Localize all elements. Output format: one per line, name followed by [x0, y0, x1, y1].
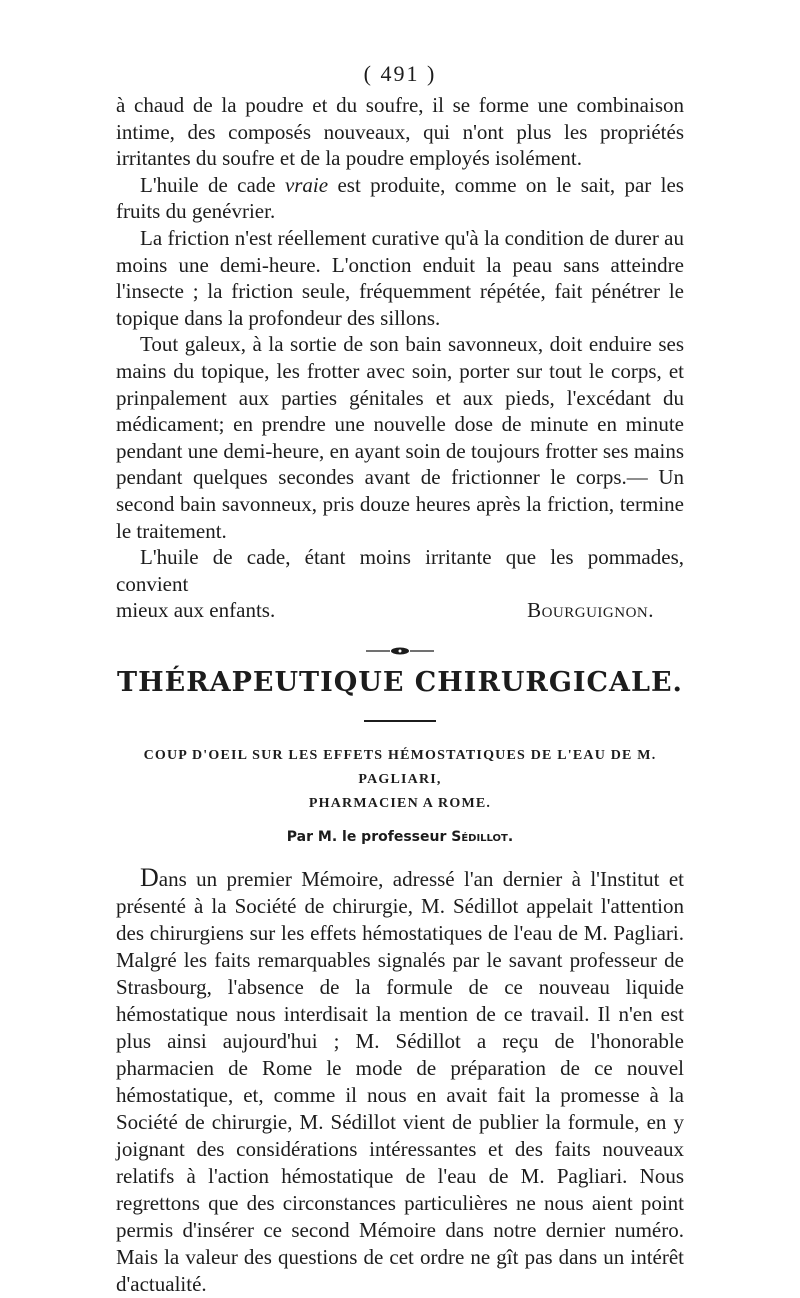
article-byline — [116, 826, 684, 848]
ornament-divider — [116, 646, 684, 656]
paragraph-cade-origin — [116, 172, 684, 225]
byline-author: Sédillot. — [451, 828, 514, 845]
book-page — [116, 60, 684, 1298]
paragraph-friction: La friction n'est réellement curative qu'à la condition de durer au moins une demi-heure. L'onction enduit la peau sans atteindre l'insecte ; la friction seule, fréquemment répétée, fait pénétrer le topique dans la profondeur des sillons. — [116, 225, 684, 330]
paragraph-closing-line1: L'huile de cade, étant moins irritante que les pommades, convient — [116, 545, 684, 596]
paragraph-treatment: Tout galeux, à la sortie de son bain savonneux, doit enduire ses mains du topique, les frotter avec soin, porter sur tout le corps, et prinpalement aux parties génitales et aux pieds, l'excédant du médicament; en prendre une nouvelle dose de minute en minute pendant une demi-heure, en ayant soin de toujours frotter ses mains pendant quelques secondes avant de frictionner le corps.— Un second bain savonneux, pris douze heures après la friction, termine le traitement. — [116, 332, 684, 543]
section-rule — [364, 720, 436, 722]
article-text: ans un premier Mémoire, adressé l'an dernier à l'Institut et présenté à la Société de chirurgie, M. Sédillot appelait l'attention des chirurgiens sur les effets hémostatiques de l'eau de M. Pagliari. Malgré les faits remarquables signalés par le savant professeur de Strasbourg, l'absence de la formule de ce nouveau liquide hémostatique nous interdisait la mention de ce travail. Il n'en est plus ainsi aujourd'hui ; M. Sédillot a reçu de l'honorable pharmacien de Rome le mode de préparation de ce nouvel hémostatique, et, comme il nous en avait fait la promesse à la Société de chirurgie, M. Sédillot vient de publier la formule, en y joignant des considérations intéressantes et des faits nouveaux relatifs à l'action hémostatique de l'eau de M. Pagliari. Nous regrettons que des circonstances particulières ne nous aient point permis d'insérer ce second Mémoire dans notre dernier numéro. Mais la valeur des questions de cet ordre ne gît pas dans un intérêt d'actualité. — [116, 866, 684, 1296]
paragraph-continuation: à chaud de la poudre et du soufre, il se forme une combinaison intime, des composés nouveaux, qui n'ont plus les propriétés irritantes du soufre et de la poudre employés isolément. — [116, 93, 684, 171]
author-signature: Bourguignon. — [527, 598, 654, 623]
article-paragraph — [116, 864, 684, 1298]
cade-text-after: est produite, comme on le sait, par les fruits du genévrier. — [116, 172, 684, 224]
lead-letter: D — [140, 862, 159, 892]
paragraph-closing-line2: mieux aux enfants. — [116, 598, 276, 623]
closing-signature-line — [116, 597, 684, 624]
section-title: THÉRAPEUTIQUE CHIRURGICALE. — [117, 666, 683, 698]
byline-prefix: Par M. le professeur — [286, 828, 452, 845]
article-body — [116, 864, 684, 1298]
cade-text-before: L'huile de cade — [140, 172, 285, 197]
page-number: ( 491 ) — [363, 61, 437, 86]
article-title-line1: COUP D'OEIL SUR LES EFFETS HÉMOSTATIQUES DE L'EAU DE M. PAGLIARI, — [143, 747, 657, 787]
cade-italic-word: vraie — [284, 172, 329, 197]
article-title-line2: PHARMACIEN A ROME. — [308, 795, 492, 811]
